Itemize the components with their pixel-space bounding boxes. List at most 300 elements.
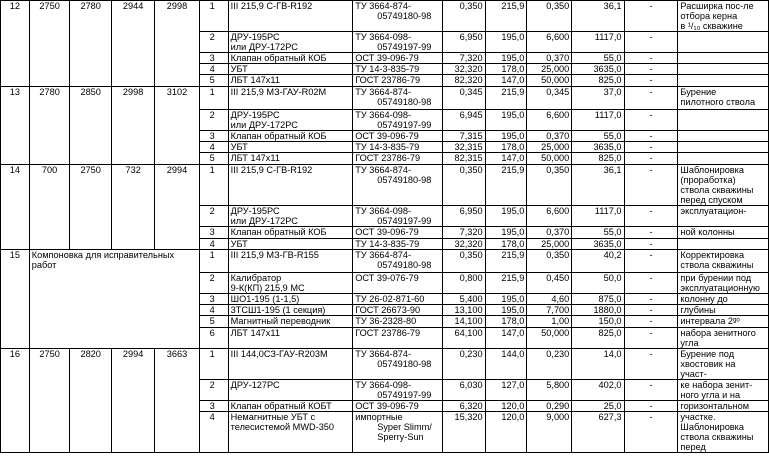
- interval-c2: 2850: [70, 87, 112, 165]
- blank-dash: -: [624, 227, 678, 239]
- standard-ref-line: ТУ 36-2328-80: [355, 316, 417, 326]
- table-row: [1, 1, 769, 32]
- component-name: [228, 273, 353, 294]
- blank-dash: -: [624, 32, 678, 53]
- component-name-line: или ДРУ-172РС: [230, 216, 298, 226]
- note: [678, 380, 769, 401]
- outer-diameter: 178,0: [485, 316, 527, 328]
- note: [678, 206, 769, 227]
- total-length: 0,800: [442, 273, 485, 294]
- outer-diameter: 215,9: [485, 1, 527, 32]
- note-line: (проработка): [680, 175, 736, 185]
- interval-c1: 2750: [29, 349, 70, 453]
- component-name: [228, 165, 353, 206]
- total-length: 82,315: [442, 153, 485, 165]
- outer-diameter: 195,0: [485, 110, 527, 131]
- outer-diameter: 147,0: [485, 153, 527, 165]
- total-length: 32,315: [442, 142, 485, 153]
- element-length: 25,000: [527, 142, 572, 153]
- mass: 55,0: [572, 53, 624, 64]
- standard-ref-line: ТУ 14-3-835-79: [355, 142, 420, 152]
- interval-c3: 2998: [111, 87, 154, 165]
- note-line: глубины: [680, 305, 716, 315]
- component-name-line: или ДРУ-172РС: [230, 42, 298, 52]
- component-name-line: Клапан обратный КОБ: [230, 53, 327, 63]
- interval-c4: 3102: [155, 87, 199, 165]
- total-length: 0,350: [442, 250, 485, 273]
- note-line: набора зенитного: [680, 328, 756, 338]
- component-name-line: III 215,9 С-ГВ-R192: [230, 165, 313, 175]
- standard-ref: [353, 401, 442, 412]
- interval-c4: 3663: [155, 349, 199, 453]
- standard-ref: [353, 380, 442, 401]
- note-line: ной колонны: [680, 227, 735, 237]
- note-line: пилотного ствола: [680, 97, 756, 107]
- item-number: 4: [199, 64, 228, 75]
- mass: 825,0: [572, 328, 624, 349]
- element-length: 25,000: [527, 239, 572, 250]
- total-length: 32,320: [442, 239, 485, 250]
- note: [678, 294, 769, 305]
- item-number: 2: [199, 32, 228, 53]
- item-number: 4: [199, 305, 228, 316]
- item-number: 1: [199, 1, 228, 32]
- note-line: при бурении под: [680, 273, 752, 283]
- component-name: [228, 206, 353, 227]
- standard-ref-line: 05749180-98: [377, 175, 432, 185]
- mass: 150,0: [572, 316, 624, 328]
- item-number: 5: [199, 75, 228, 87]
- interval-c1: 2750: [29, 1, 70, 87]
- component-name-line: III 215,9 МЗ-ГВ-R155: [230, 250, 319, 260]
- standard-ref: [353, 153, 442, 165]
- element-length: 5,800: [527, 380, 572, 401]
- component-name-line: III 144,0СЗ-ГАУ-R203М: [230, 349, 328, 359]
- blank-dash: -: [624, 273, 678, 294]
- element-length: 0,350: [527, 250, 572, 273]
- standard-ref-line: 05749197-99: [377, 42, 432, 52]
- interval-c2: 2780: [70, 1, 112, 87]
- item-number: 2: [199, 206, 228, 227]
- blank-dash: -: [624, 412, 678, 453]
- component-name: [228, 153, 353, 165]
- outer-diameter: 178,0: [485, 239, 527, 250]
- outer-diameter: 195,0: [485, 131, 527, 142]
- mass: 40,2: [572, 250, 624, 273]
- standard-ref-line: ОСТ 39-096-79: [355, 131, 419, 141]
- outer-diameter: 195,0: [485, 294, 527, 305]
- blank-dash: -: [624, 64, 678, 75]
- standard-ref: [353, 412, 442, 453]
- outer-diameter: 195,0: [485, 305, 527, 316]
- item-number: 3: [199, 227, 228, 239]
- note-line: Бурение: [680, 87, 717, 97]
- element-length: 50,000: [527, 75, 572, 87]
- note: [678, 328, 769, 349]
- standard-ref: [353, 206, 442, 227]
- standard-ref-line: 05749197-99: [377, 216, 432, 226]
- element-length: 1,00: [527, 316, 572, 328]
- mass: 55,0: [572, 227, 624, 239]
- standard-ref: [353, 250, 442, 273]
- outer-diameter: 120,0: [485, 412, 527, 453]
- element-length: 25,000: [527, 64, 572, 75]
- element-length: 0,370: [527, 227, 572, 239]
- standard-ref-line: 05749180-98: [377, 359, 432, 369]
- total-length: 6,945: [442, 110, 485, 131]
- component-name: [228, 1, 353, 32]
- blank-dash: -: [624, 349, 678, 380]
- note: [678, 110, 769, 131]
- component-name: [228, 328, 353, 349]
- component-name: [228, 87, 353, 110]
- blank-dash: -: [624, 250, 678, 273]
- standard-ref-line: 05749180-98: [377, 260, 432, 270]
- standard-ref-line: ОСТ 39-096-79: [355, 53, 419, 63]
- item-number: 6: [199, 328, 228, 349]
- standard-ref-line: ТУ 14-3-835-79: [355, 64, 420, 74]
- component-name: [228, 142, 353, 153]
- blank-dash: -: [624, 110, 678, 131]
- note-line: Шаблонировка: [680, 422, 745, 432]
- component-name: [228, 380, 353, 401]
- element-length: 0,290: [527, 401, 572, 412]
- component-name-line: ДРУ-195РС: [230, 110, 280, 120]
- standard-ref-line: ТУ 3664-098-: [355, 380, 412, 390]
- blank-dash: -: [624, 305, 678, 316]
- total-length: 64,100: [442, 328, 485, 349]
- standard-ref-line: ТУ 3664-098-: [355, 206, 412, 216]
- outer-diameter: 178,0: [485, 142, 527, 153]
- note: [678, 1, 769, 32]
- outer-diameter: 144,0: [485, 349, 527, 380]
- component-name-line: Клапан обратный КОБ: [230, 131, 327, 141]
- element-length: 0,345: [527, 87, 572, 110]
- blank-dash: -: [624, 239, 678, 250]
- note: [678, 131, 769, 142]
- item-number: 2: [199, 273, 228, 294]
- interval-c4: 2994: [155, 165, 199, 250]
- component-name: [228, 250, 353, 273]
- standard-ref: [353, 165, 442, 206]
- blank-dash: -: [624, 328, 678, 349]
- standard-ref-line: ОСТ 39-096-79: [355, 227, 419, 237]
- mass: 36,1: [572, 165, 624, 206]
- total-length: 5,400: [442, 294, 485, 305]
- standard-ref: [353, 294, 442, 305]
- total-length: 32,320: [442, 64, 485, 75]
- total-length: 0,230: [442, 349, 485, 380]
- component-name-line: ЛБТ 147х11: [230, 328, 280, 338]
- component-name-line: ШО1-195 (1-1,5): [230, 294, 300, 304]
- item-number: 4: [199, 412, 228, 453]
- note: [678, 87, 769, 110]
- note-line: интервала 2ᵍᵒ: [680, 316, 740, 326]
- outer-diameter: 147,0: [485, 328, 527, 349]
- standard-ref: [353, 349, 442, 380]
- blank-dash: -: [624, 53, 678, 64]
- note-line: участке.: [680, 412, 716, 422]
- outer-diameter: 127,0: [485, 380, 527, 401]
- item-number: 1: [199, 165, 228, 206]
- group-number: 16: [1, 349, 30, 453]
- standard-ref: [353, 87, 442, 110]
- component-name: [228, 401, 353, 412]
- standard-ref-line: ОСТ 39-096-79: [355, 401, 419, 411]
- note-line: ствола скважины: [680, 432, 754, 442]
- standard-ref-line: ОСТ 39-076-79: [355, 273, 419, 283]
- note-line: отбора керна: [680, 11, 738, 21]
- standard-ref-line: 05749180-98: [377, 97, 432, 107]
- standard-ref-line: ГОСТ 23786-79: [355, 328, 421, 338]
- item-number: 3: [199, 401, 228, 412]
- standard-ref-line: 05749180-98: [377, 11, 432, 21]
- outer-diameter: 215,9: [485, 87, 527, 110]
- component-name: [228, 32, 353, 53]
- standard-ref: [353, 1, 442, 32]
- standard-ref-line: ТУ 3664-874-: [355, 87, 412, 97]
- total-length: 14,100: [442, 316, 485, 328]
- standard-ref: [353, 53, 442, 64]
- note-line: угла: [680, 338, 699, 348]
- outer-diameter: 178,0: [485, 64, 527, 75]
- total-length: 6,950: [442, 32, 485, 53]
- component-name-line: ЛБТ 147х11: [230, 153, 280, 163]
- standard-ref: [353, 110, 442, 131]
- item-number: 5: [199, 153, 228, 165]
- element-length: 0,450: [527, 273, 572, 294]
- component-name-line: 9-К(КП) 215,9 МС: [230, 283, 305, 293]
- standard-ref-line: ТУ 3664-098-: [355, 110, 412, 120]
- blank-dash: -: [624, 75, 678, 87]
- blank-dash: -: [624, 165, 678, 206]
- standard-ref: [353, 305, 442, 316]
- blank-dash: -: [624, 401, 678, 412]
- outer-diameter: 195,0: [485, 227, 527, 239]
- component-name-line: Клапан обратный КОБ: [230, 227, 327, 237]
- total-length: 7,320: [442, 227, 485, 239]
- total-length: 7,315: [442, 131, 485, 142]
- note: [678, 305, 769, 316]
- mass: 825,0: [572, 153, 624, 165]
- note-line: ного угла и на: [680, 390, 741, 400]
- standard-ref: [353, 239, 442, 250]
- interval-c3: 732: [111, 165, 154, 250]
- standard-ref: [353, 32, 442, 53]
- interval-c3: 2944: [111, 1, 154, 87]
- mass: 3635,0: [572, 239, 624, 250]
- component-name-line: Немагнитные УБТ с: [230, 412, 316, 422]
- component-name-line: или ДРУ-172РС: [230, 120, 298, 130]
- note: [678, 401, 769, 412]
- blank-dash: -: [624, 316, 678, 328]
- element-length: 0,230: [527, 349, 572, 380]
- element-length: 6,600: [527, 110, 572, 131]
- standard-ref-line: ТУ 3664-874-: [355, 250, 412, 260]
- total-length: 0,345: [442, 87, 485, 110]
- blank-dash: -: [624, 142, 678, 153]
- component-name: [228, 110, 353, 131]
- mass: 1880,0: [572, 305, 624, 316]
- standard-ref-line: ТУ 14-3-835-79: [355, 239, 420, 249]
- component-name: [228, 305, 353, 316]
- standard-ref: [353, 227, 442, 239]
- item-number: 3: [199, 294, 228, 305]
- element-length: 6,600: [527, 32, 572, 53]
- note: [678, 227, 769, 239]
- component-name: [228, 349, 353, 380]
- standard-ref: [353, 75, 442, 87]
- table-row: [1, 349, 769, 380]
- mass: 3635,0: [572, 142, 624, 153]
- group-number: 14: [1, 165, 30, 250]
- note: [678, 412, 769, 453]
- component-name-line: УБТ: [230, 142, 248, 152]
- interval-c1: 700: [29, 165, 70, 250]
- element-length: 6,600: [527, 206, 572, 227]
- group-number: 12: [1, 1, 30, 87]
- note-line: ствола скважины: [680, 185, 754, 195]
- table-row: [1, 165, 769, 206]
- outer-diameter: 147,0: [485, 75, 527, 87]
- blank-dash: -: [624, 153, 678, 165]
- element-length: 50,000: [527, 153, 572, 165]
- mass: 627,3: [572, 412, 624, 453]
- element-length: 0,350: [527, 1, 572, 32]
- standard-ref: [353, 273, 442, 294]
- table-row: [1, 250, 769, 273]
- blank-dash: -: [624, 294, 678, 305]
- group-number: 13: [1, 87, 30, 165]
- blank-dash: -: [624, 131, 678, 142]
- standard-ref-line: 05749197-99: [377, 120, 432, 130]
- mass: 36,1: [572, 1, 624, 32]
- note: [678, 239, 769, 250]
- component-name-line: ЛБТ 147х11: [230, 75, 280, 85]
- item-number: 3: [199, 131, 228, 142]
- note: [678, 316, 769, 328]
- interval-c4: 2998: [155, 1, 199, 87]
- component-name-line: телесистемой MWD-350: [230, 422, 335, 432]
- item-number: 3: [199, 53, 228, 64]
- total-length: 6,950: [442, 206, 485, 227]
- note: [678, 165, 769, 206]
- note: [678, 75, 769, 87]
- standard-ref-line: ТУ 26-02-871-60: [355, 294, 425, 304]
- note: [678, 273, 769, 294]
- outer-diameter: 215,9: [485, 165, 527, 206]
- mass: 1117,0: [572, 206, 624, 227]
- total-length: 13,100: [442, 305, 485, 316]
- standard-ref-line: ГОСТ 26673-90: [355, 305, 421, 315]
- interval-c1: 2780: [29, 87, 70, 165]
- item-number: 5: [199, 316, 228, 328]
- total-length: 0,350: [442, 165, 485, 206]
- note-line: Бурение под: [680, 349, 735, 359]
- outer-diameter: 215,9: [485, 273, 527, 294]
- note-line: горизонтальном: [680, 401, 750, 411]
- note: [678, 250, 769, 273]
- note: [678, 32, 769, 53]
- standard-ref-line: 05749197-99: [377, 390, 432, 400]
- component-name: [228, 239, 353, 250]
- standard-ref: [353, 142, 442, 153]
- note-line: ствола скважины: [680, 260, 754, 270]
- item-number: 4: [199, 239, 228, 250]
- note: [678, 53, 769, 64]
- standard-ref-line: ТУ 3664-098-: [355, 32, 412, 42]
- outer-diameter: 195,0: [485, 32, 527, 53]
- note-line: участ-: [680, 369, 707, 379]
- note-line: хвостовик на: [680, 359, 736, 369]
- component-name-line: УБТ: [230, 239, 248, 249]
- note: [678, 349, 769, 380]
- item-number: 4: [199, 142, 228, 153]
- blank-dash: -: [624, 87, 678, 110]
- group-number: 15: [1, 250, 30, 349]
- interval-c2: 2820: [70, 349, 112, 453]
- note: [678, 142, 769, 153]
- interval-c3: 2994: [111, 349, 154, 453]
- note-line: перед: [680, 442, 706, 452]
- standard-ref-line: ГОСТ 23786-79: [355, 153, 421, 163]
- total-length: 0,350: [442, 1, 485, 32]
- standard-ref-line: ТУ 3664-874-: [355, 1, 412, 11]
- component-name: [228, 294, 353, 305]
- standard-ref-line: Syper Slimm/: [377, 422, 432, 432]
- mass: 25,0: [572, 401, 624, 412]
- note-line: ке набора зенит-: [680, 380, 753, 390]
- note-line: Расширка пос-ле: [680, 1, 754, 11]
- blank-dash: -: [624, 206, 678, 227]
- standard-ref-line: импортные: [355, 412, 403, 422]
- note-line: колонну до: [680, 294, 728, 304]
- component-name: [228, 75, 353, 87]
- mass: 875,0: [572, 294, 624, 305]
- standard-ref-line: ТУ 3664-874-: [355, 349, 412, 359]
- element-length: 9,000: [527, 412, 572, 453]
- note: [678, 153, 769, 165]
- mass: 55,0: [572, 131, 624, 142]
- mass: 825,0: [572, 75, 624, 87]
- item-number: 1: [199, 349, 228, 380]
- standard-ref-line: ТУ 3664-874-: [355, 165, 412, 175]
- total-length: 6,030: [442, 380, 485, 401]
- item-number: 2: [199, 380, 228, 401]
- component-name-line: ДРУ-195РС: [230, 32, 280, 42]
- standard-ref: [353, 64, 442, 75]
- mass: 14,0: [572, 349, 624, 380]
- component-name-line: ДРУ-195РС: [230, 206, 280, 216]
- component-name-line: УБТ: [230, 64, 248, 74]
- outer-diameter: 120,0: [485, 401, 527, 412]
- mass: 50,0: [572, 273, 624, 294]
- element-length: 7,700: [527, 305, 572, 316]
- component-name-line: III 215,9 С-ГВ-R192: [230, 1, 313, 11]
- blank-dash: -: [624, 380, 678, 401]
- component-name-line: Магнитный переводник: [230, 316, 331, 326]
- item-number: 2: [199, 110, 228, 131]
- mass: 1117,0: [572, 32, 624, 53]
- note-line: в ¹/₁₀ скважине: [680, 21, 743, 31]
- mass: 1117,0: [572, 110, 624, 131]
- note-line: перед спуском: [680, 195, 743, 205]
- outer-diameter: 195,0: [485, 53, 527, 64]
- component-name: [228, 131, 353, 142]
- component-name-line: ДРУ-127РС: [230, 380, 280, 390]
- component-name-line: III 215,9 МЗ-ГАУ-R02М: [230, 87, 327, 97]
- group-title: Компоновка для исправительных работ: [29, 250, 199, 349]
